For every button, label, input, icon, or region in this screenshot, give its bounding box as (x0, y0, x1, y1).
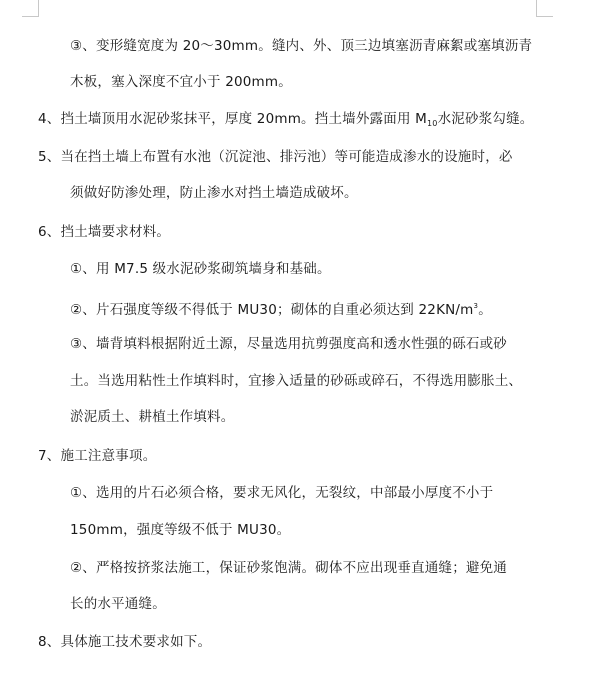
paragraph-line: 长的水平通缝。 (70, 596, 166, 612)
paragraph-line (70, 296, 492, 320)
crop-mark-top-right (536, 0, 553, 17)
crop-mark-top-left (22, 0, 39, 17)
paragraph-line: 8、具体施工技术要求如下。 (38, 634, 212, 650)
paragraph-line: 150mm，强度等级不低于 MU30。 (70, 522, 291, 538)
paragraph-line: 6、挡土墙要求材料。 (38, 224, 171, 240)
paragraph-line: 7、施工注意事项。 (38, 448, 157, 464)
paragraph-line: 木板，塞入深度不宜小于 200mm。 (70, 74, 292, 90)
paragraph-line: ①、用 M7.5 级水泥砂浆砌筑墙身和基础。 (70, 261, 331, 277)
text-segment: ②、片石强度等级不得低于 MU30；砌体的自重必须达到 22KN/m (70, 302, 474, 318)
paragraph-line: ③、变形缝宽度为 20～30mm。缝内、外、顶三边填塞沥青麻絮或塞填沥青 (70, 38, 533, 54)
superscript: 3 (473, 302, 479, 310)
paragraph-line: 须做好防渗处理，防止渗水对挡土墙造成破坏。 (70, 185, 358, 201)
text-segment: 水泥砂浆勾缝。 (437, 111, 534, 127)
paragraph-line: 土。当选用粘性土作填料时，宜掺入适量的砂砾或碎石，不得选用膨胀土、 (70, 373, 523, 389)
paragraph-line: 淤泥质土、耕植土作填料。 (70, 409, 235, 425)
paragraph-line: 5、当在挡土墙上布置有水池（沉淀池、排污池）等可能造成渗水的设施时，必 (38, 149, 513, 165)
paragraph-line: ②、严格按挤浆法施工，保证砂浆饱满。砌体不应出现垂直通缝；避免通 (70, 560, 508, 576)
text-segment: 4、挡土墙顶用水泥砂浆抹平，厚度 20mm。挡土墙外露面用 M (38, 111, 427, 127)
subscript: 10 (427, 119, 438, 128)
text-segment: 。 (478, 302, 492, 318)
paragraph-line: ①、选用的片石必须合格，要求无风化，无裂纹，中部最小厚度不小于 (70, 485, 494, 501)
paragraph-line: ③、墙背填料根据附近土源，尽量选用抗剪强度高和透水性强的砾石或砂 (70, 336, 508, 352)
paragraph-line (38, 109, 534, 134)
